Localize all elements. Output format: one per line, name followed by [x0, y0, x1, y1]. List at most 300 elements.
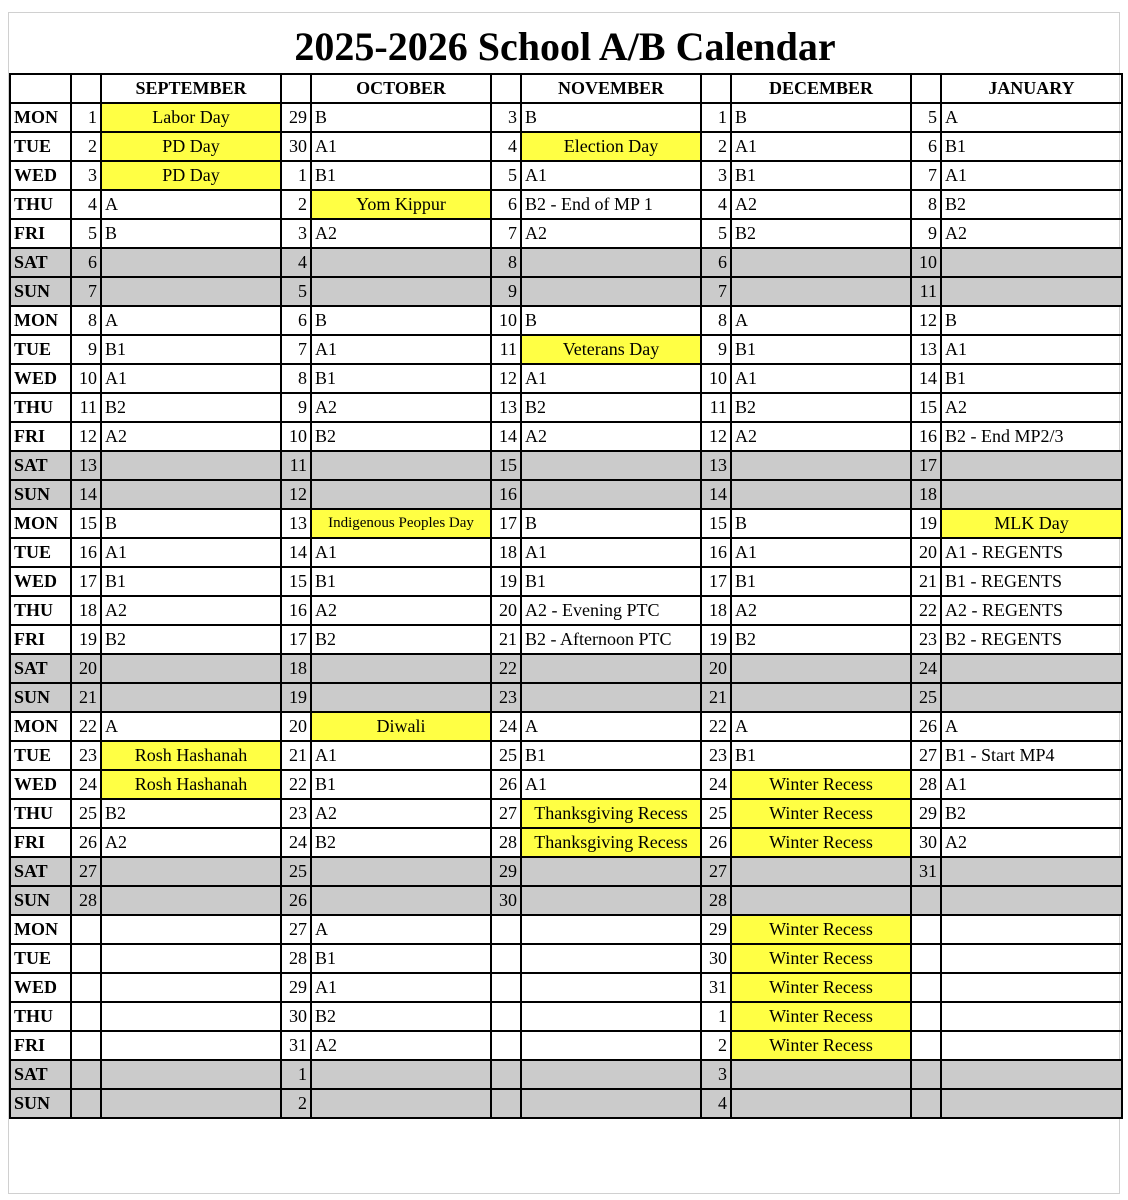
- september-day-code: B1: [101, 335, 281, 364]
- december-date-number: 31: [701, 973, 731, 1002]
- december-date-number: 12: [701, 422, 731, 451]
- october-holiday-cell: Indigenous Peoples Day: [311, 509, 491, 538]
- january-day-code: [941, 1002, 1122, 1031]
- september-day-code: [101, 1002, 281, 1031]
- weekday-label: WED: [10, 770, 71, 799]
- october-day-code: [311, 683, 491, 712]
- calendar-row: [10, 857, 1122, 886]
- september-day-code: [101, 915, 281, 944]
- december-day-code: [731, 277, 911, 306]
- calendar-row: [10, 741, 1122, 770]
- december-day-code: [731, 857, 911, 886]
- november-day-code: B1: [521, 567, 701, 596]
- november-date-number: 22: [491, 654, 521, 683]
- november-date-number: [491, 1002, 521, 1031]
- calendar-row: [10, 886, 1122, 915]
- october-day-code: B2: [311, 1002, 491, 1031]
- september-day-code: A: [101, 712, 281, 741]
- september-day-code: B: [101, 219, 281, 248]
- december-date-number: 13: [701, 451, 731, 480]
- december-day-code: A: [731, 306, 911, 335]
- october-date-number: 24: [281, 828, 311, 857]
- january-date-number: 14: [911, 364, 941, 393]
- calendar-row: [10, 1002, 1122, 1031]
- january-day-code: [941, 451, 1122, 480]
- weekday-label: SUN: [10, 480, 71, 509]
- september-holiday-cell: Rosh Hashanah: [101, 741, 281, 770]
- september-date-number: [71, 944, 101, 973]
- month-header-october: OCTOBER: [311, 74, 491, 103]
- november-day-code: [521, 480, 701, 509]
- october-date-number: 4: [281, 248, 311, 277]
- weekday-label: SAT: [10, 654, 71, 683]
- september-day-code: A: [101, 190, 281, 219]
- calendar-row: [10, 770, 1122, 799]
- december-date-number: 1: [701, 1002, 731, 1031]
- december-date-number: 14: [701, 480, 731, 509]
- january-date-number: 11: [911, 277, 941, 306]
- november-date-number: 13: [491, 393, 521, 422]
- november-day-code: A2: [521, 219, 701, 248]
- october-date-number: 12: [281, 480, 311, 509]
- december-date-number: 1: [701, 103, 731, 132]
- november-date-number: 10: [491, 306, 521, 335]
- calendar-row: [10, 1060, 1122, 1089]
- october-holiday-cell: Yom Kippur: [311, 190, 491, 219]
- month-header-january: JANUARY: [941, 74, 1122, 103]
- november-day-code: B: [521, 103, 701, 132]
- september-day-code: B1: [101, 567, 281, 596]
- january-date-number: 6: [911, 132, 941, 161]
- september-day-code: [101, 277, 281, 306]
- october-day-code: A2: [311, 1031, 491, 1060]
- january-date-number: 12: [911, 306, 941, 335]
- september-date-number: 12: [71, 422, 101, 451]
- december-day-code: A: [731, 712, 911, 741]
- december-date-number: 25: [701, 799, 731, 828]
- december-date-number: 7: [701, 277, 731, 306]
- september-day-code: A: [101, 306, 281, 335]
- october-date-number: 2: [281, 190, 311, 219]
- november-date-number: 19: [491, 567, 521, 596]
- september-day-code: [101, 1060, 281, 1089]
- october-date-number: 25: [281, 857, 311, 886]
- december-date-number: 3: [701, 1060, 731, 1089]
- september-day-code: [101, 683, 281, 712]
- december-date-number: 3: [701, 161, 731, 190]
- december-day-code: A2: [731, 190, 911, 219]
- january-date-number: 16: [911, 422, 941, 451]
- november-date-number: 21: [491, 625, 521, 654]
- september-day-code: A2: [101, 422, 281, 451]
- weekday-label: SAT: [10, 248, 71, 277]
- november-date-number: 3: [491, 103, 521, 132]
- january-date-number: 13: [911, 335, 941, 364]
- october-date-number: 19: [281, 683, 311, 712]
- october-day-code: B1: [311, 567, 491, 596]
- october-day-code: B: [311, 306, 491, 335]
- december-holiday-cell: Winter Recess: [731, 973, 911, 1002]
- september-date-number: 4: [71, 190, 101, 219]
- november-date-number: 23: [491, 683, 521, 712]
- calendar-row: [10, 132, 1122, 161]
- january-date-number: 25: [911, 683, 941, 712]
- calendar-row: [10, 103, 1122, 132]
- calendar-sheet: [8, 12, 1120, 1194]
- january-day-code: [941, 857, 1122, 886]
- december-date-number: 15: [701, 509, 731, 538]
- december-date-number: 2: [701, 1031, 731, 1060]
- october-day-code: A2: [311, 596, 491, 625]
- november-date-number: [491, 973, 521, 1002]
- november-day-code: A1: [521, 364, 701, 393]
- october-day-code: A1: [311, 335, 491, 364]
- september-day-code: [101, 654, 281, 683]
- september-date-number: 14: [71, 480, 101, 509]
- september-date-number: 23: [71, 741, 101, 770]
- october-date-number: 8: [281, 364, 311, 393]
- calendar-row: [10, 828, 1122, 857]
- weekday-label: THU: [10, 393, 71, 422]
- october-day-code: [311, 1089, 491, 1118]
- october-day-code: [311, 1060, 491, 1089]
- calendar-row: [10, 451, 1122, 480]
- december-date-number: 11: [701, 393, 731, 422]
- december-date-number: 4: [701, 190, 731, 219]
- january-date-number: 27: [911, 741, 941, 770]
- november-date-number: 27: [491, 799, 521, 828]
- october-day-code: A2: [311, 219, 491, 248]
- november-date-number: 15: [491, 451, 521, 480]
- december-day-code: A2: [731, 422, 911, 451]
- september-date-number: 10: [71, 364, 101, 393]
- november-date-number: 4: [491, 132, 521, 161]
- october-date-number: 10: [281, 422, 311, 451]
- october-date-number: 9: [281, 393, 311, 422]
- weekday-label: TUE: [10, 335, 71, 364]
- november-day-code: A1: [521, 161, 701, 190]
- weekday-label: TUE: [10, 944, 71, 973]
- october-date-number: 16: [281, 596, 311, 625]
- december-day-code: [731, 654, 911, 683]
- january-date-number: [911, 1089, 941, 1118]
- january-day-code: A2: [941, 219, 1122, 248]
- december-day-code: [731, 1089, 911, 1118]
- calendar-row: [10, 248, 1122, 277]
- december-day-code: B: [731, 103, 911, 132]
- january-day-code: A2: [941, 828, 1122, 857]
- september-date-number: [71, 1089, 101, 1118]
- october-date-number: 31: [281, 1031, 311, 1060]
- month-header-november: NOVEMBER: [521, 74, 701, 103]
- weekday-label: WED: [10, 973, 71, 1002]
- january-date-number: [911, 886, 941, 915]
- january-date-number: 30: [911, 828, 941, 857]
- january-date-number: 5: [911, 103, 941, 132]
- september-date-number: 7: [71, 277, 101, 306]
- november-date-number: [491, 1031, 521, 1060]
- october-holiday-cell: Diwali: [311, 712, 491, 741]
- month-header-row: [10, 74, 1122, 103]
- december-date-number: 24: [701, 770, 731, 799]
- december-day-code: B2: [731, 625, 911, 654]
- november-date-number: 12: [491, 364, 521, 393]
- october-day-code: [311, 248, 491, 277]
- september-date-number: [71, 1031, 101, 1060]
- december-date-number: 6: [701, 248, 731, 277]
- november-day-code: [521, 944, 701, 973]
- december-date-number: 26: [701, 828, 731, 857]
- september-holiday-cell: PD Day: [101, 161, 281, 190]
- september-day-code: [101, 973, 281, 1002]
- september-day-code: B: [101, 509, 281, 538]
- september-date-number: 15: [71, 509, 101, 538]
- november-day-code: A2: [521, 422, 701, 451]
- november-holiday-cell: Election Day: [521, 132, 701, 161]
- calendar-row: [10, 1089, 1122, 1118]
- october-date-number: 14: [281, 538, 311, 567]
- january-day-code: [941, 1089, 1122, 1118]
- september-day-code: [101, 480, 281, 509]
- october-day-code: A1: [311, 741, 491, 770]
- december-date-number: 23: [701, 741, 731, 770]
- october-day-code: A2: [311, 799, 491, 828]
- january-date-number: [911, 1060, 941, 1089]
- november-holiday-cell: Thanksgiving Recess: [521, 799, 701, 828]
- october-day-code: B1: [311, 944, 491, 973]
- january-day-code: B2: [941, 799, 1122, 828]
- september-day-code: [101, 857, 281, 886]
- november-day-code: [521, 886, 701, 915]
- october-day-code: [311, 654, 491, 683]
- november-day-code: [521, 451, 701, 480]
- november-day-code: B: [521, 509, 701, 538]
- january-day-code: [941, 886, 1122, 915]
- september-date-number: 9: [71, 335, 101, 364]
- october-date-number: 11: [281, 451, 311, 480]
- january-day-code: [941, 1060, 1122, 1089]
- january-day-code: [941, 654, 1122, 683]
- calendar-row: [10, 364, 1122, 393]
- september-date-number: [71, 1060, 101, 1089]
- december-date-number: 9: [701, 335, 731, 364]
- september-date-number: 19: [71, 625, 101, 654]
- weekday-label: FRI: [10, 1031, 71, 1060]
- weekday-label: SUN: [10, 886, 71, 915]
- september-date-number: 2: [71, 132, 101, 161]
- header-spacer: [491, 74, 521, 103]
- october-date-number: 26: [281, 886, 311, 915]
- september-day-code: A2: [101, 828, 281, 857]
- calendar-row: [10, 538, 1122, 567]
- weekday-label: FRI: [10, 422, 71, 451]
- october-date-number: 23: [281, 799, 311, 828]
- january-date-number: 18: [911, 480, 941, 509]
- october-date-number: 20: [281, 712, 311, 741]
- january-day-code: B1 - REGENTS: [941, 567, 1122, 596]
- september-day-code: [101, 1031, 281, 1060]
- december-day-code: B1: [731, 161, 911, 190]
- weekday-label: SUN: [10, 277, 71, 306]
- september-holiday-cell: PD Day: [101, 132, 281, 161]
- november-date-number: 28: [491, 828, 521, 857]
- january-date-number: 28: [911, 770, 941, 799]
- october-date-number: 18: [281, 654, 311, 683]
- november-date-number: 29: [491, 857, 521, 886]
- november-holiday-cell: Veterans Day: [521, 335, 701, 364]
- january-day-code: [941, 944, 1122, 973]
- calendar-row: [10, 306, 1122, 335]
- calendar-row: [10, 1031, 1122, 1060]
- weekday-label: MON: [10, 509, 71, 538]
- october-day-code: [311, 277, 491, 306]
- page-title: 2025-2026 School A/B Calendar: [294, 24, 836, 69]
- december-date-number: 20: [701, 654, 731, 683]
- corner-cell: [10, 74, 71, 103]
- september-day-code: A1: [101, 538, 281, 567]
- september-day-code: A1: [101, 364, 281, 393]
- calendar-row: [10, 567, 1122, 596]
- calendar-row: [10, 799, 1122, 828]
- september-date-number: 25: [71, 799, 101, 828]
- october-day-code: A1: [311, 132, 491, 161]
- november-holiday-cell: Thanksgiving Recess: [521, 828, 701, 857]
- november-date-number: 8: [491, 248, 521, 277]
- weekday-label: WED: [10, 567, 71, 596]
- october-date-number: 17: [281, 625, 311, 654]
- october-day-code: B: [311, 103, 491, 132]
- weekday-label: THU: [10, 596, 71, 625]
- october-day-code: A2: [311, 393, 491, 422]
- october-day-code: [311, 857, 491, 886]
- january-day-code: B2 - REGENTS: [941, 625, 1122, 654]
- calendar-row: [10, 277, 1122, 306]
- january-date-number: 31: [911, 857, 941, 886]
- january-date-number: 7: [911, 161, 941, 190]
- september-day-code: [101, 1089, 281, 1118]
- january-day-code: [941, 915, 1122, 944]
- october-day-code: A: [311, 915, 491, 944]
- january-holiday-cell: MLK Day: [941, 509, 1122, 538]
- october-date-number: 7: [281, 335, 311, 364]
- november-day-code: B2 - Afternoon PTC: [521, 625, 701, 654]
- december-date-number: 10: [701, 364, 731, 393]
- january-date-number: 29: [911, 799, 941, 828]
- december-holiday-cell: Winter Recess: [731, 1002, 911, 1031]
- september-holiday-cell: Rosh Hashanah: [101, 770, 281, 799]
- january-date-number: 15: [911, 393, 941, 422]
- october-day-code: [311, 886, 491, 915]
- october-date-number: 29: [281, 103, 311, 132]
- november-day-code: A1: [521, 538, 701, 567]
- january-date-number: 24: [911, 654, 941, 683]
- october-day-code: B2: [311, 625, 491, 654]
- december-date-number: 27: [701, 857, 731, 886]
- january-day-code: [941, 248, 1122, 277]
- weekday-label: THU: [10, 190, 71, 219]
- october-date-number: 3: [281, 219, 311, 248]
- january-day-code: B2 - End MP2/3: [941, 422, 1122, 451]
- january-day-code: A1: [941, 161, 1122, 190]
- october-date-number: 28: [281, 944, 311, 973]
- december-date-number: 2: [701, 132, 731, 161]
- calendar-table: [9, 73, 1123, 1119]
- december-day-code: B1: [731, 335, 911, 364]
- calendar-row: [10, 973, 1122, 1002]
- january-date-number: 22: [911, 596, 941, 625]
- calendar-row: [10, 422, 1122, 451]
- december-date-number: 22: [701, 712, 731, 741]
- october-date-number: 2: [281, 1089, 311, 1118]
- weekday-label: FRI: [10, 828, 71, 857]
- december-day-code: A1: [731, 364, 911, 393]
- calendar-row: [10, 712, 1122, 741]
- weekday-label: TUE: [10, 132, 71, 161]
- december-date-number: 5: [701, 219, 731, 248]
- september-date-number: 5: [71, 219, 101, 248]
- january-date-number: [911, 1031, 941, 1060]
- january-date-number: 26: [911, 712, 941, 741]
- january-day-code: [941, 480, 1122, 509]
- weekday-label: SAT: [10, 1060, 71, 1089]
- september-date-number: 18: [71, 596, 101, 625]
- calendar-row: [10, 944, 1122, 973]
- december-holiday-cell: Winter Recess: [731, 770, 911, 799]
- january-day-code: A1 - REGENTS: [941, 538, 1122, 567]
- november-day-code: [521, 1031, 701, 1060]
- october-date-number: 21: [281, 741, 311, 770]
- december-date-number: 17: [701, 567, 731, 596]
- december-date-number: 19: [701, 625, 731, 654]
- january-date-number: [911, 973, 941, 1002]
- december-day-code: B1: [731, 741, 911, 770]
- december-day-code: [731, 248, 911, 277]
- november-day-code: [521, 857, 701, 886]
- calendar-row: [10, 654, 1122, 683]
- december-day-code: B1: [731, 567, 911, 596]
- september-day-code: [101, 944, 281, 973]
- november-date-number: 5: [491, 161, 521, 190]
- december-day-code: A2: [731, 596, 911, 625]
- december-day-code: A1: [731, 132, 911, 161]
- november-date-number: 18: [491, 538, 521, 567]
- december-date-number: 28: [701, 886, 731, 915]
- november-day-code: A: [521, 712, 701, 741]
- september-date-number: 26: [71, 828, 101, 857]
- december-day-code: B2: [731, 393, 911, 422]
- october-date-number: 30: [281, 1002, 311, 1031]
- month-header-december: DECEMBER: [731, 74, 911, 103]
- december-holiday-cell: Winter Recess: [731, 799, 911, 828]
- september-date-number: 13: [71, 451, 101, 480]
- january-day-code: [941, 277, 1122, 306]
- december-holiday-cell: Winter Recess: [731, 944, 911, 973]
- october-day-code: B1: [311, 161, 491, 190]
- weekday-label: MON: [10, 306, 71, 335]
- november-date-number: 9: [491, 277, 521, 306]
- january-day-code: A1: [941, 770, 1122, 799]
- november-day-code: [521, 277, 701, 306]
- month-header-september: SEPTEMBER: [101, 74, 281, 103]
- november-day-code: [521, 915, 701, 944]
- november-date-number: 11: [491, 335, 521, 364]
- header-spacer: [911, 74, 941, 103]
- december-date-number: 8: [701, 306, 731, 335]
- january-day-code: A1: [941, 335, 1122, 364]
- december-day-code: [731, 451, 911, 480]
- header-spacer: [71, 74, 101, 103]
- january-date-number: 9: [911, 219, 941, 248]
